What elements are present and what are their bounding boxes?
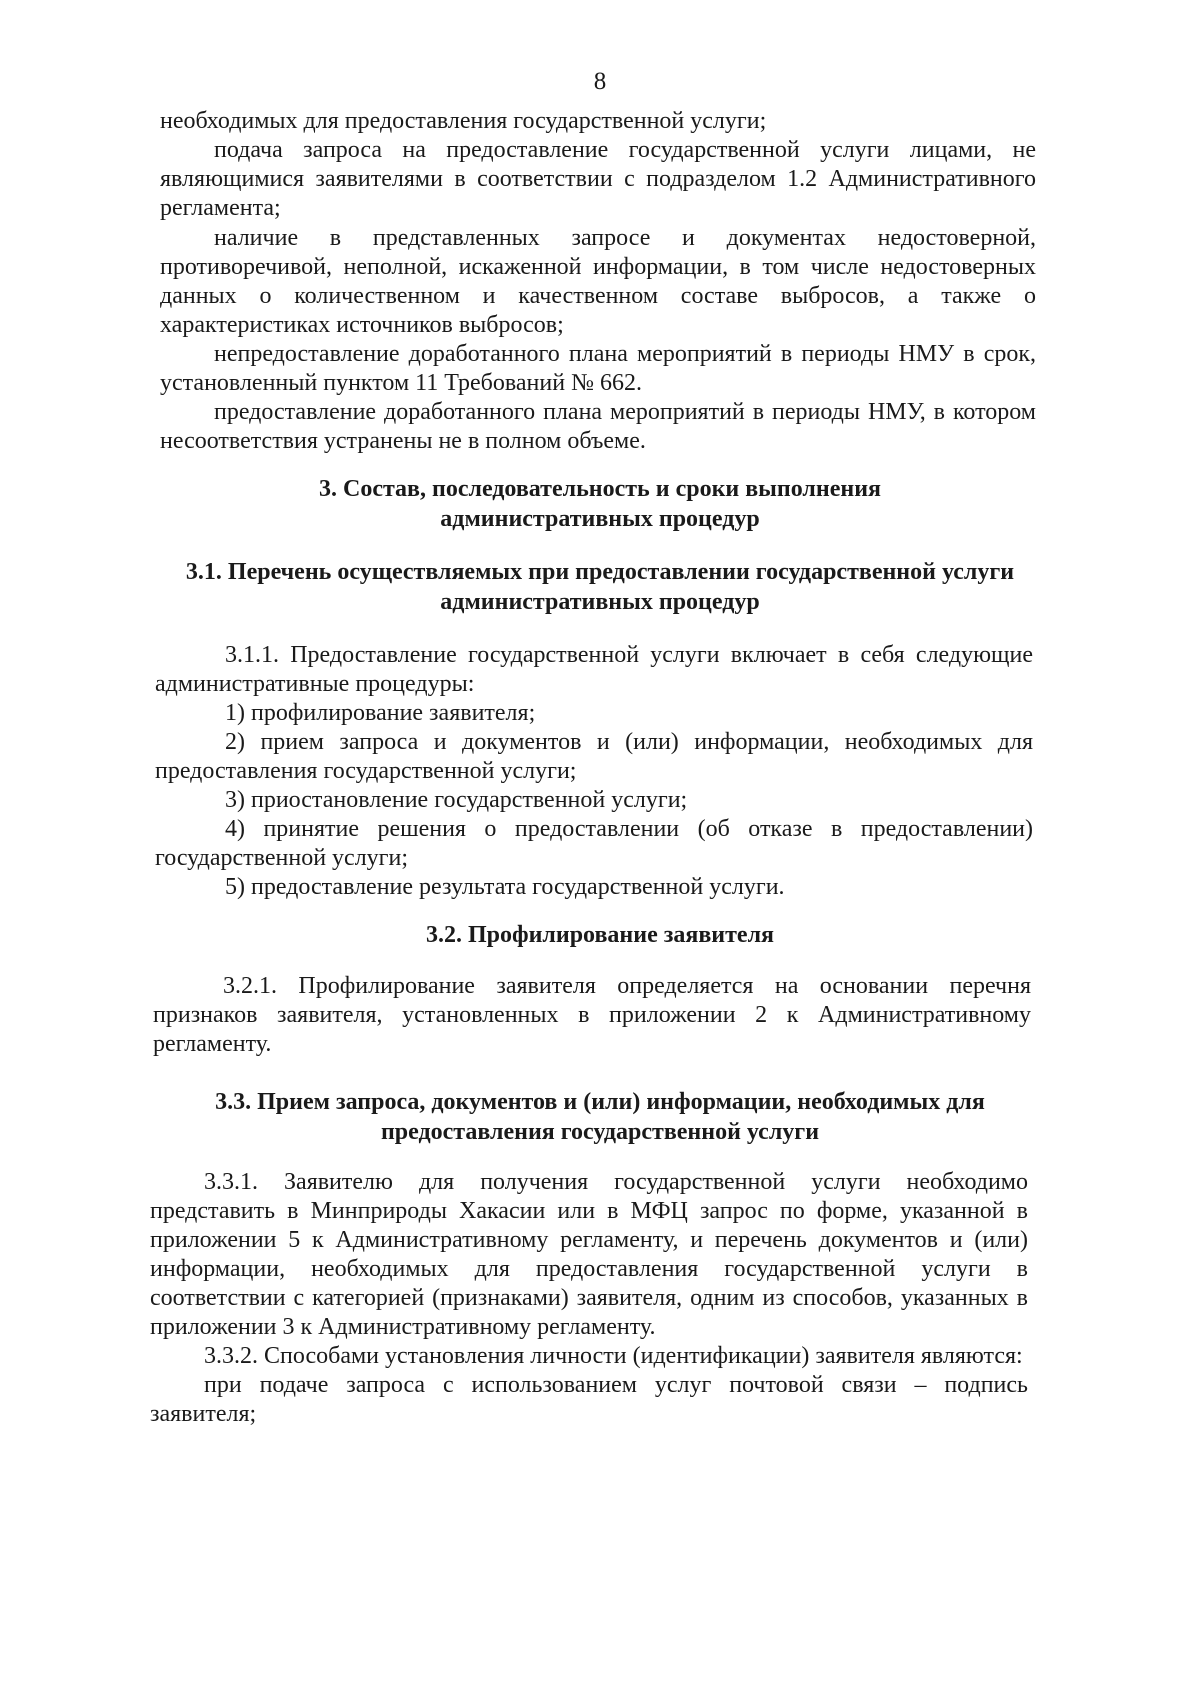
intro-block xyxy=(160,107,1036,456)
paragraph: 3.1.1. Предоставление государственной услуги включает в себя следующие административные процедуры: xyxy=(155,642,1033,697)
subsection-heading xyxy=(150,920,1050,950)
heading-line: 3.2. Профилирование заявителя xyxy=(425,922,775,948)
section-heading xyxy=(150,474,1050,534)
subsection-heading xyxy=(120,557,1080,617)
list-item: 3) приостановление государственной услуги; xyxy=(225,787,688,813)
section-3-3-body xyxy=(150,1168,1028,1429)
paragraph: 3.2.1. Профилирование заявителя определяется на основании перечня признаков заявителя, установленных в приложении 2 к Административному регламенту. xyxy=(153,973,1031,1057)
heading-line: 3.1. Перечень осуществляемых при предоставлении государственной услуги xyxy=(185,559,1015,585)
list-item: 5) предоставление результата государственной услуги. xyxy=(225,874,785,900)
section-3-1-body xyxy=(155,641,1033,902)
paragraph: подача запроса на предоставление государственной услуги лицами, не являющимися заявителями в соответствии с подразделом 1.2 Административного регламента; xyxy=(160,137,1036,221)
paragraph: непредоставление доработанного плана мероприятий в периоды НМУ в срок, установленный пунктом 11 Требований № 662. xyxy=(160,341,1036,396)
page-number: 8 xyxy=(593,68,607,95)
paragraph: 3.3.2. Способами установления личности (идентификации) заявителя являются: xyxy=(204,1343,1023,1369)
heading-line: 3.3. Прием запроса, документов и (или) информации, необходимых для xyxy=(215,1089,985,1115)
heading-line: административных процедур xyxy=(440,506,760,532)
continuation-line: необходимых для предоставления государственной услуги; xyxy=(160,108,767,134)
paragraph: при подаче запроса с использованием услуг почтовой связи – подпись заявителя; xyxy=(150,1372,1028,1427)
list-item: 4) принятие решения о предоставлении (об отказе в предоставлении) государственной услуги; xyxy=(155,816,1033,871)
heading-line: 3. Состав, последовательность и сроки выполнения xyxy=(318,476,882,502)
paragraph: предоставление доработанного плана мероприятий в периоды НМУ, в котором несоответствия устранены не в полном объеме. xyxy=(160,399,1036,454)
section-3-2-body xyxy=(153,972,1031,1059)
heading-line: административных процедур xyxy=(440,589,760,615)
list-item: 2) прием запроса и документов и (или) информации, необходимых для предоставления государственной услуги; xyxy=(155,729,1033,784)
paragraph: наличие в представленных запросе и документах недостоверной, противоречивой, неполной, искаженной информации, в том числе недостоверных данных о количественном и качественном составе выбросов, а также о характеристиках источников выбросов; xyxy=(160,225,1036,338)
paragraph: 3.3.1. Заявителю для получения государственной услуги необходимо представить в Минприроды Хакасии или в МФЦ запрос по форме, указанной в приложении 5 к Административному регламенту, и перечень документов и (или) информации, необходимых для предоставления государственной услуги в соответствии с категорией (признаками) заявителя, одним из способов, указанных в приложении 3 к Административному регламенту. xyxy=(150,1169,1028,1340)
list-item: 1) профилирование заявителя; xyxy=(225,700,536,726)
heading-line: предоставления государственной услуги xyxy=(380,1119,820,1145)
subsection-heading xyxy=(120,1087,1080,1147)
